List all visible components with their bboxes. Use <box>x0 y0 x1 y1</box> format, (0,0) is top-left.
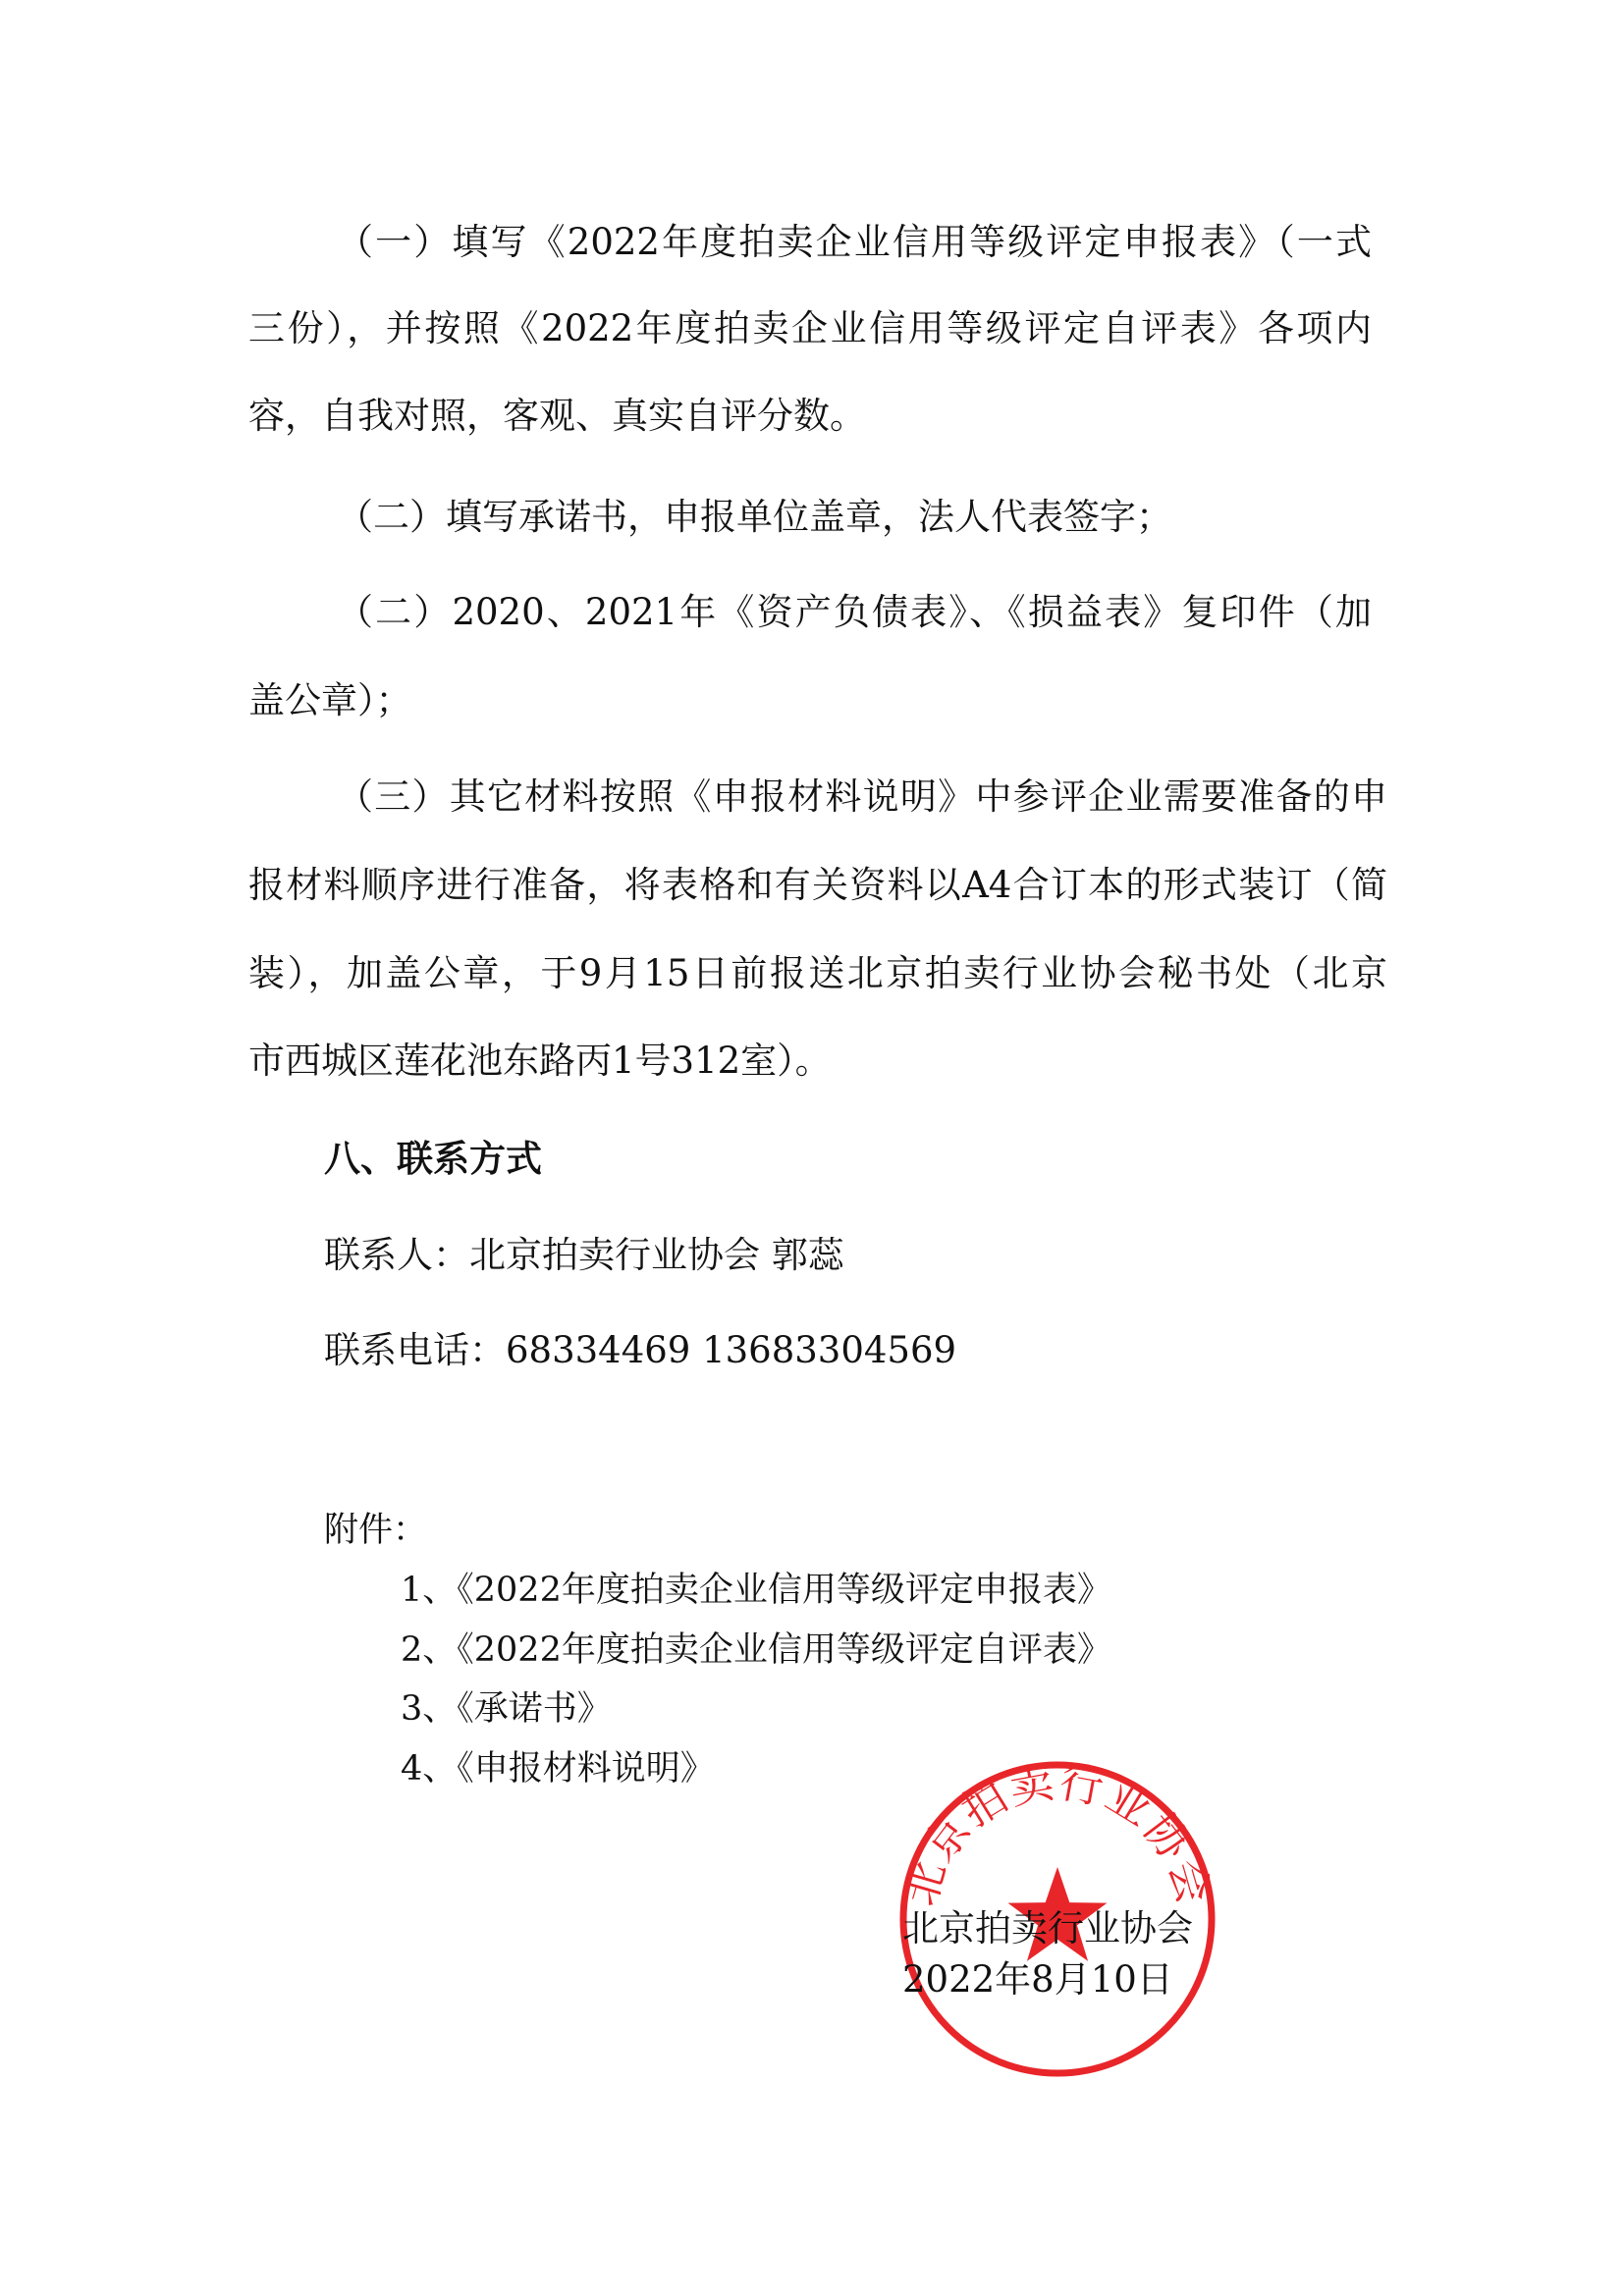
seal-text: 北京拍卖行业协会 <box>895 1757 1219 1911</box>
attachments-label: 附件： <box>324 1511 428 1550</box>
attachment-item: 1、《2022年度拍卖企业信用等级评定申报表》 <box>401 1571 1111 1610</box>
paragraph-1-line-1: （一）填写《2022年度拍卖企业信用等级评定申报表》（一式 <box>337 221 1372 263</box>
paragraph-4-line-1: （三）其它材料按照《申报材料说明》中参评企业需要准备的申 <box>337 775 1387 818</box>
contact-phone: 联系电话：68334469 13683304569 <box>324 1329 957 1371</box>
paragraph-1-line-2: 三份），并按照《2022年度拍卖企业信用等级评定自评表》各项内 <box>248 307 1372 349</box>
paragraph-4-line-2: 报材料顺序进行准备，将表格和有关资料以A4合订本的形式装订（简 <box>248 864 1387 906</box>
paragraph-1-line-3: 容，自我对照，客观、真实自评分数。 <box>248 395 866 437</box>
paragraph-4-line-3: 装），加盖公章，于9月15日前报送北京拍卖行业协会秘书处（北京 <box>248 952 1387 994</box>
section-heading-contact: 八、联系方式 <box>324 1137 542 1180</box>
attachment-item: 2、《2022年度拍卖企业信用等级评定自评表》 <box>401 1630 1111 1670</box>
attachment-item: 3、《承诺书》 <box>401 1689 612 1729</box>
signature-org: 北京拍卖行业协会 <box>902 1907 1193 1949</box>
signature-date: 2022年8月10日 <box>902 1958 1173 2001</box>
paragraph-2-line-1: （二）填写承诺书，申报单位盖章，法人代表签字； <box>337 496 1172 538</box>
paragraph-4-line-4: 市西城区莲花池东路丙1号312室）。 <box>248 1040 832 1082</box>
paragraph-3-line-1: （二）2020、2021年《资产负债表》、《损益表》复印件（加 <box>337 591 1372 633</box>
contact-person: 联系人：北京拍卖行业协会 郭蕊 <box>324 1234 844 1276</box>
attachment-item: 4、《申报材料说明》 <box>401 1749 715 1789</box>
paragraph-3-line-2: 盖公章）； <box>248 679 412 721</box>
